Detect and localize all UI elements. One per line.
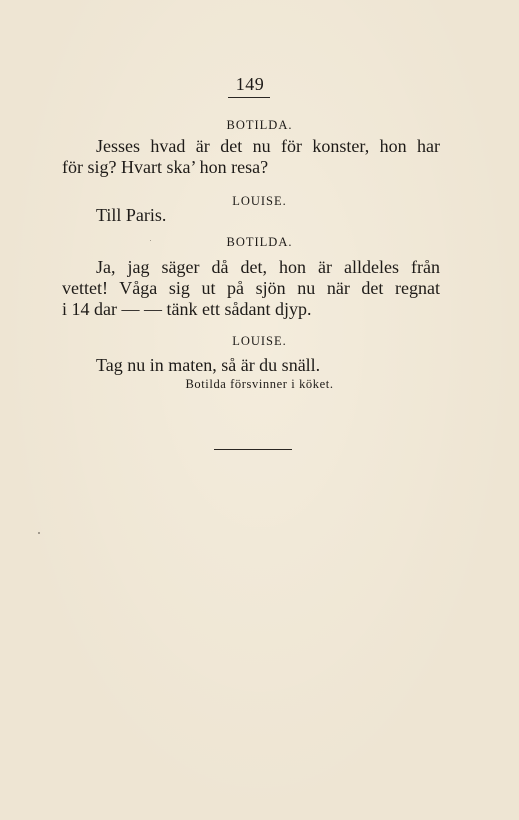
speech-text — [62, 355, 440, 376]
speech-line: Jesses hvad är det nu för konster, hon har — [96, 136, 440, 156]
paper-speck — [38, 532, 40, 534]
speaker-heading: LOUISE. — [232, 194, 287, 208]
speech-line: för sig? Hvart ska’ hon resa? — [62, 157, 269, 177]
page-number-rule — [228, 97, 270, 98]
speech-text — [62, 257, 440, 320]
page-number: 149 — [235, 74, 265, 94]
speech-text — [62, 205, 440, 226]
speech-line: Tag nu in maten, så är du snäll. — [96, 355, 321, 375]
stage-direction: Botilda försvinner i köket. — [185, 377, 334, 391]
speaker-heading: LOUISE. — [232, 334, 287, 348]
paper-speck — [150, 240, 151, 241]
speech-line: Till Paris. — [96, 205, 167, 225]
speech-line: i 14 dar — — tänk ett sådant djyp. — [62, 299, 312, 319]
end-rule — [214, 449, 292, 450]
speaker-heading: BOTILDA. — [226, 235, 293, 249]
speech-line: Ja, jag säger då det, hon är alldeles från — [96, 257, 440, 277]
speaker-heading: BOTILDA. — [226, 118, 293, 132]
speech-line: vettet! Våga sig ut på sjön nu när det regnat — [62, 278, 440, 298]
speech-text — [62, 136, 440, 178]
